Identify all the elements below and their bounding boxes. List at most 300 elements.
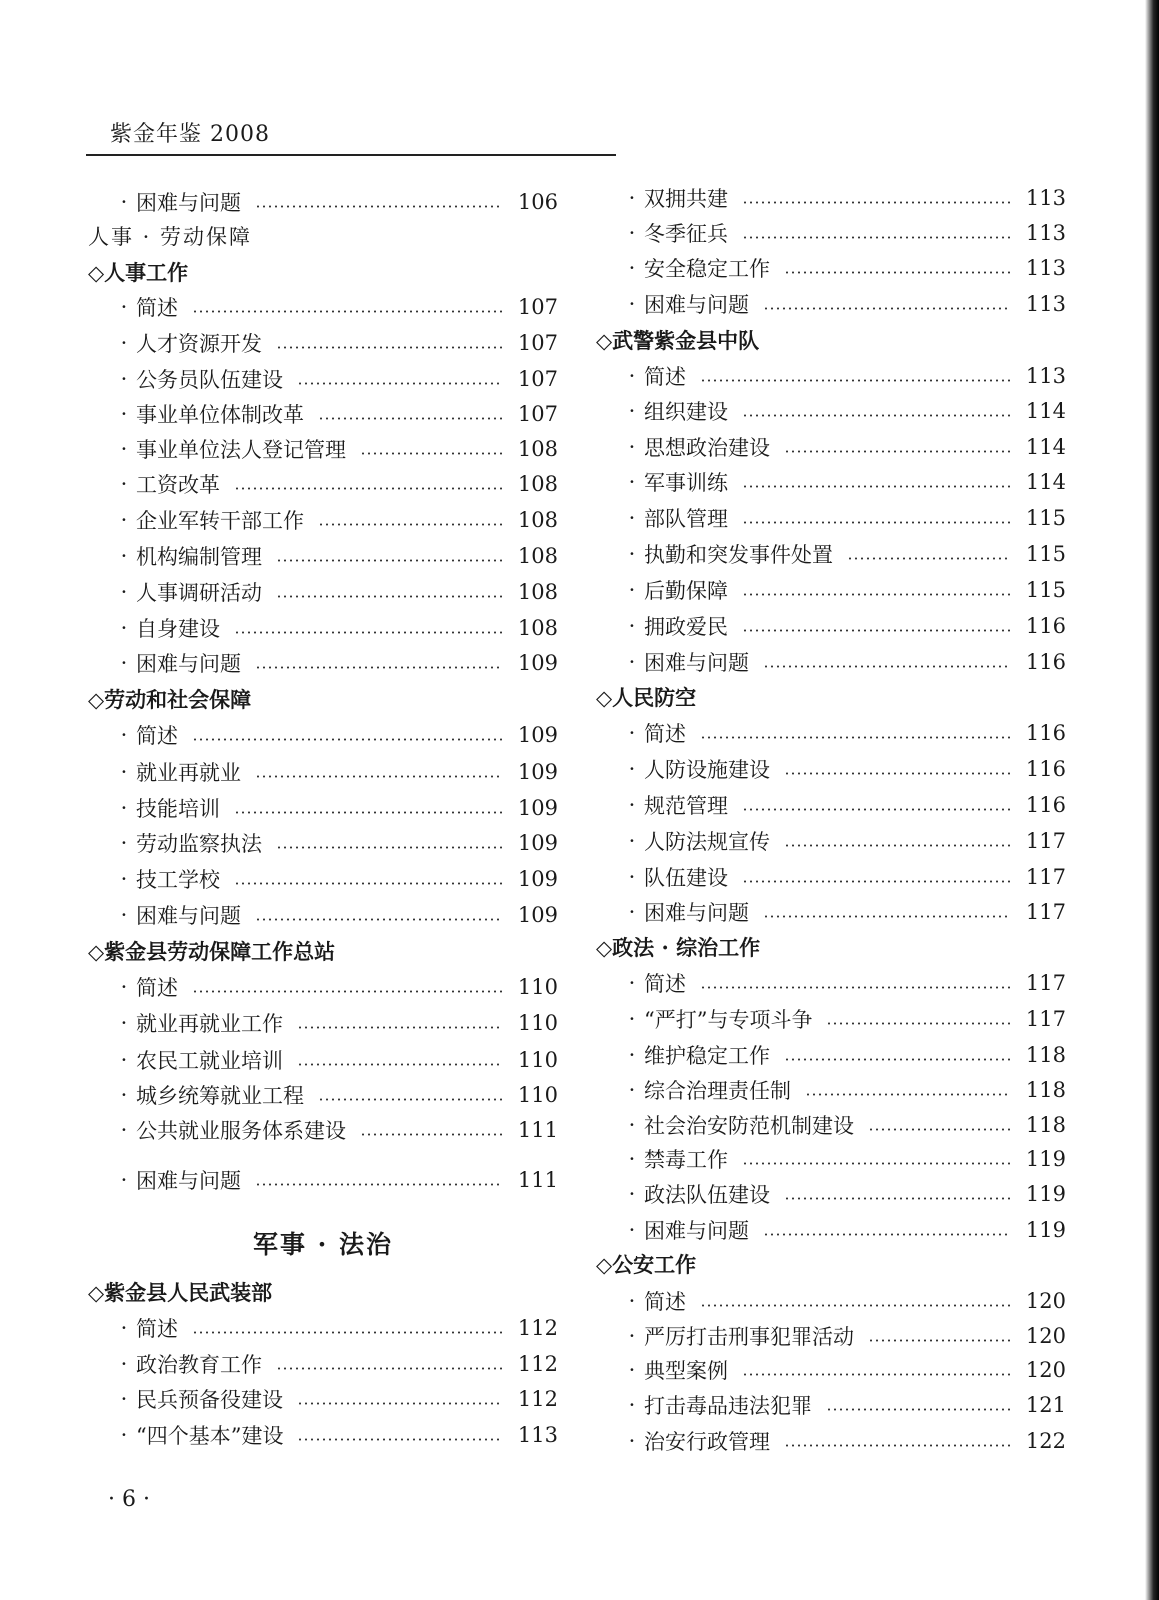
- entry-bullet: ·: [628, 1393, 636, 1417]
- dot-leader: [784, 271, 1010, 274]
- dot-leader: [763, 1233, 1010, 1236]
- entry-page-number: 108: [517, 437, 558, 461]
- entry-label: 困难与问题: [644, 651, 749, 675]
- entry-bullet: ·: [628, 1358, 636, 1382]
- entry-bullet: ·: [120, 796, 128, 820]
- entry-page-number: 120: [1025, 1358, 1066, 1382]
- entry-bullet: ·: [120, 651, 128, 675]
- section-heading: [88, 934, 558, 968]
- entry-bullet: ·: [120, 760, 128, 784]
- dot-leader: [742, 1373, 1010, 1376]
- header-title: 紫金年鉴 2008: [110, 122, 270, 147]
- entry-page-number: 117: [1025, 1007, 1066, 1031]
- section-heading: [596, 930, 1066, 964]
- dot-leader: [826, 1408, 1010, 1411]
- page-number: · 6 ·: [108, 1487, 150, 1512]
- entry-label: 农民工就业培训: [136, 1049, 283, 1073]
- entry-label: 城乡统筹就业工程: [136, 1084, 304, 1108]
- dot-leader: [192, 738, 502, 741]
- entry-label: 困难与问题: [644, 293, 749, 317]
- entry-bullet: ·: [628, 399, 636, 423]
- entry-bullet: ·: [628, 506, 636, 530]
- section-heading: [596, 323, 1066, 357]
- part-title: [88, 1226, 558, 1260]
- entry-page-number: 109: [517, 903, 558, 927]
- entry-bullet: ·: [628, 865, 636, 889]
- toc-entry: [596, 895, 1066, 929]
- entry-page-number: 113: [1025, 292, 1066, 316]
- entry-page-number: 108: [517, 472, 558, 496]
- entry-page-number: 120: [1025, 1289, 1066, 1313]
- toc-entry: [88, 362, 558, 396]
- dot-leader: [784, 1058, 1010, 1061]
- entry-page-number: 107: [517, 402, 558, 426]
- entry-bullet: ·: [120, 975, 128, 999]
- entry-page-number: 109: [517, 651, 558, 675]
- heading-label: ◇人事工作: [88, 260, 189, 285]
- heading-label: ◇劳动和社会保障: [88, 687, 252, 712]
- entry-label: 人防设施建设: [644, 758, 770, 782]
- entry-bullet: ·: [628, 1218, 636, 1242]
- entry-label: 政治教育工作: [136, 1353, 262, 1377]
- entry-page-number: 114: [1025, 399, 1066, 423]
- entry-page-number: 115: [1025, 542, 1066, 566]
- dot-leader: [276, 1367, 502, 1370]
- toc-entry: [596, 501, 1066, 535]
- toc-entry: [88, 1347, 558, 1381]
- entry-label: 简述: [136, 724, 178, 748]
- entry-label: 就业再就业: [136, 761, 241, 785]
- toc-entry: [88, 503, 558, 537]
- entry-label: 综合治理责任制: [644, 1079, 791, 1103]
- entry-label: 人才资源开发: [136, 332, 262, 356]
- toc-entry: [88, 755, 558, 789]
- entry-page-number: 116: [1025, 793, 1066, 817]
- toc-entry: [88, 397, 558, 431]
- dot-leader: [826, 1022, 1010, 1025]
- dot-leader: [255, 1183, 502, 1186]
- entry-label: 冬季征兵: [644, 222, 728, 246]
- entry-page-number: 113: [1025, 364, 1066, 388]
- toc-entry: [88, 862, 558, 896]
- toc-entry: [88, 1311, 558, 1345]
- entry-page-number: 108: [517, 616, 558, 640]
- toc-entry: [88, 539, 558, 573]
- section-heading: [88, 255, 558, 289]
- dot-leader: [255, 775, 502, 778]
- entry-label: 禁毒工作: [644, 1148, 728, 1172]
- dot-leader: [784, 772, 1010, 775]
- entry-bullet: ·: [628, 292, 636, 316]
- toc-entry: [596, 1038, 1066, 1072]
- toc-entry: [596, 394, 1066, 428]
- dot-leader: [784, 844, 1010, 847]
- dot-leader: [276, 346, 502, 349]
- dot-leader: [192, 310, 502, 313]
- entry-label: “严打”与专项斗争: [644, 1008, 813, 1032]
- entry-page-number: 118: [1025, 1043, 1066, 1067]
- dot-leader: [276, 559, 502, 562]
- dot-leader: [742, 521, 1010, 524]
- entry-page-number: 114: [1025, 435, 1066, 459]
- entry-bullet: ·: [120, 1083, 128, 1107]
- entry-page-number: 108: [517, 580, 558, 604]
- entry-bullet: ·: [628, 757, 636, 781]
- toc-entry: [596, 1002, 1066, 1036]
- entry-page-number: 111: [517, 1168, 558, 1192]
- toc-entry: [596, 573, 1066, 607]
- entry-label: 事业单位体制改革: [136, 403, 304, 427]
- entry-bullet: ·: [120, 723, 128, 747]
- entry-bullet: ·: [628, 1078, 636, 1102]
- entry-bullet: ·: [628, 721, 636, 745]
- dot-leader: [868, 1339, 1010, 1342]
- header-rule: [86, 154, 616, 156]
- toc-entry: [88, 467, 558, 501]
- entry-page-number: 116: [1025, 614, 1066, 638]
- entry-label: 严厉打击刑事犯罪活动: [644, 1325, 854, 1349]
- entry-bullet: ·: [628, 971, 636, 995]
- entry-label: 人防法规宣传: [644, 830, 770, 854]
- entry-label: 简述: [644, 972, 686, 996]
- entry-label: 困难与问题: [644, 901, 749, 925]
- dot-leader: [297, 382, 502, 385]
- dot-leader: [700, 1304, 1010, 1307]
- entry-bullet: ·: [628, 256, 636, 280]
- entry-bullet: ·: [120, 903, 128, 927]
- toc-entry: [596, 609, 1066, 643]
- dot-leader: [742, 880, 1010, 883]
- entry-bullet: ·: [628, 578, 636, 602]
- entry-page-number: 112: [517, 1387, 558, 1411]
- entry-page-number: 113: [1025, 186, 1066, 210]
- toc-entry: [596, 1424, 1066, 1458]
- entry-page-number: 119: [1025, 1182, 1066, 1206]
- entry-page-number: 109: [517, 760, 558, 784]
- entry-page-number: 113: [1025, 221, 1066, 245]
- toc-entry: [596, 1213, 1066, 1247]
- dot-leader: [742, 593, 1010, 596]
- dot-leader: [868, 1128, 1010, 1131]
- dot-leader: [742, 485, 1010, 488]
- entry-label: 队伍建设: [644, 866, 728, 890]
- entry-bullet: ·: [628, 186, 636, 210]
- entry-bullet: ·: [120, 402, 128, 426]
- section-heading: [596, 680, 1066, 714]
- entry-page-number: 106: [517, 190, 558, 214]
- entry-label: 双拥共建: [644, 187, 728, 211]
- entry-label: 简述: [136, 1317, 178, 1341]
- entry-bullet: ·: [628, 1113, 636, 1137]
- entry-label: 就业再就业工作: [136, 1012, 283, 1036]
- toc-entry: [596, 716, 1066, 750]
- toc-entry: [88, 611, 558, 645]
- entry-label: 事业单位法人登记管理: [136, 438, 346, 462]
- entry-page-number: 108: [517, 508, 558, 532]
- entry-page-number: 112: [517, 1352, 558, 1376]
- entry-page-number: 122: [1025, 1429, 1066, 1453]
- dot-leader: [234, 811, 502, 814]
- toc-entry: [596, 216, 1066, 250]
- entry-label: 困难与问题: [136, 904, 241, 928]
- dot-leader: [360, 1133, 502, 1136]
- toc-entry: [596, 1388, 1066, 1422]
- toc-entry: [88, 718, 558, 752]
- entry-label: 后勤保障: [644, 579, 728, 603]
- dot-leader: [255, 666, 502, 669]
- toc-entry: [88, 1418, 558, 1452]
- entry-label: 困难与问题: [136, 652, 241, 676]
- entry-page-number: 114: [1025, 470, 1066, 494]
- toc-entry: [88, 432, 558, 466]
- dot-leader: [318, 523, 502, 526]
- dot-leader: [297, 1438, 502, 1441]
- dot-leader: [297, 1402, 502, 1405]
- entry-page-number: 113: [517, 1423, 558, 1447]
- entry-bullet: ·: [120, 1387, 128, 1411]
- entry-label: 简述: [136, 296, 178, 320]
- entry-page-number: 109: [517, 723, 558, 747]
- heading-label: 军事 · 法治: [252, 1230, 394, 1259]
- entry-bullet: ·: [120, 544, 128, 568]
- heading-label: ◇武警紫金县中队: [596, 328, 760, 353]
- entry-page-number: 116: [1025, 721, 1066, 745]
- entry-page-number: 118: [1025, 1078, 1066, 1102]
- entry-label: 治安行政管理: [644, 1430, 770, 1454]
- entry-page-number: 109: [517, 796, 558, 820]
- dot-leader: [847, 557, 1010, 560]
- entry-bullet: ·: [120, 1423, 128, 1447]
- entry-bullet: ·: [120, 295, 128, 319]
- entry-label: 困难与问题: [136, 191, 241, 215]
- heading-label: ◇紫金县人民武装部: [88, 1280, 273, 1305]
- entry-page-number: 107: [517, 331, 558, 355]
- dot-leader: [763, 665, 1010, 668]
- dot-leader: [742, 414, 1010, 417]
- dot-leader: [742, 629, 1010, 632]
- entry-page-number: 112: [517, 1316, 558, 1340]
- entry-label: 社会治安防范机制建设: [644, 1114, 854, 1138]
- entry-bullet: ·: [628, 614, 636, 638]
- entry-bullet: ·: [628, 650, 636, 674]
- entry-page-number: 119: [1025, 1147, 1066, 1171]
- entry-bullet: ·: [120, 190, 128, 214]
- toc-entry: [596, 359, 1066, 393]
- toc-entry: [596, 752, 1066, 786]
- entry-label: “四个基本”建设: [136, 1424, 284, 1448]
- section-heading: [88, 682, 558, 716]
- entry-page-number: 109: [517, 831, 558, 855]
- entry-label: 简述: [644, 722, 686, 746]
- entry-page-number: 113: [1025, 256, 1066, 280]
- entry-label: 机构编制管理: [136, 545, 262, 569]
- entry-bullet: ·: [120, 831, 128, 855]
- entry-label: 技工学校: [136, 868, 220, 892]
- entry-bullet: ·: [120, 1316, 128, 1340]
- entry-bullet: ·: [120, 1011, 128, 1035]
- toc-entry: [596, 966, 1066, 1000]
- entry-label: 公务员队伍建设: [136, 368, 283, 392]
- toc-entry: [88, 1043, 558, 1077]
- entry-label: 军事训练: [644, 471, 728, 495]
- entry-label: 人事调研活动: [136, 581, 262, 605]
- dot-leader: [297, 1026, 502, 1029]
- entry-label: 自身建设: [136, 617, 220, 641]
- dot-leader: [234, 631, 502, 634]
- dot-leader: [234, 882, 502, 885]
- entry-label: 简述: [644, 1290, 686, 1314]
- dot-leader: [276, 846, 502, 849]
- entry-page-number: 117: [1025, 900, 1066, 924]
- entry-page-number: 118: [1025, 1113, 1066, 1137]
- dot-leader: [763, 307, 1010, 310]
- entry-bullet: ·: [628, 1324, 636, 1348]
- entry-bullet: ·: [628, 1429, 636, 1453]
- entry-page-number: 110: [517, 1083, 558, 1107]
- entry-label: 企业军转干部工作: [136, 509, 304, 533]
- dot-leader: [297, 1063, 502, 1066]
- toc-entry: [596, 537, 1066, 571]
- toc-entry: [88, 826, 558, 860]
- dot-leader: [360, 452, 502, 455]
- toc-entry: [88, 326, 558, 360]
- dot-leader: [318, 417, 502, 420]
- toc-entry: [88, 970, 558, 1004]
- toc-entry: [88, 575, 558, 609]
- toc-entry: [88, 1113, 558, 1147]
- entry-label: 拥政爱民: [644, 615, 728, 639]
- entry-bullet: ·: [628, 435, 636, 459]
- dot-leader: [784, 450, 1010, 453]
- entry-page-number: 121: [1025, 1393, 1066, 1417]
- entry-page-number: 108: [517, 544, 558, 568]
- dot-leader: [234, 487, 502, 490]
- entry-page-number: 117: [1025, 971, 1066, 995]
- dot-leader: [255, 205, 502, 208]
- toc-entry: [88, 1078, 558, 1112]
- heading-label: ◇人民防空: [596, 685, 697, 710]
- entry-bullet: ·: [120, 1168, 128, 1192]
- entry-page-number: 109: [517, 867, 558, 891]
- entry-bullet: ·: [628, 221, 636, 245]
- entry-bullet: ·: [120, 367, 128, 391]
- entry-bullet: ·: [628, 470, 636, 494]
- dot-leader: [805, 1093, 1010, 1096]
- entry-label: 思想政治建设: [644, 436, 770, 460]
- entry-page-number: 110: [517, 975, 558, 999]
- entry-page-number: 116: [1025, 650, 1066, 674]
- entry-label: 工资改革: [136, 473, 220, 497]
- dot-leader: [255, 918, 502, 921]
- entry-bullet: ·: [120, 508, 128, 532]
- dot-leader: [700, 736, 1010, 739]
- entry-label: 简述: [644, 365, 686, 389]
- entry-bullet: ·: [628, 793, 636, 817]
- entry-page-number: 117: [1025, 829, 1066, 853]
- entry-bullet: ·: [628, 364, 636, 388]
- dot-leader: [700, 379, 1010, 382]
- entry-bullet: ·: [628, 900, 636, 924]
- toc-entry: [596, 251, 1066, 285]
- dot-leader: [742, 236, 1010, 239]
- entry-label: 安全稳定工作: [644, 257, 770, 281]
- dot-leader: [763, 915, 1010, 918]
- entry-label: 典型案例: [644, 1359, 728, 1383]
- entry-page-number: 116: [1025, 757, 1066, 781]
- entry-bullet: ·: [120, 1048, 128, 1072]
- toc-entry: [596, 430, 1066, 464]
- entry-page-number: 117: [1025, 865, 1066, 889]
- entry-bullet: ·: [120, 331, 128, 355]
- toc-entry: [88, 1006, 558, 1040]
- toc-entry: [596, 860, 1066, 894]
- group-heading: [88, 219, 558, 253]
- entry-bullet: ·: [628, 1147, 636, 1171]
- toc-entry: [596, 465, 1066, 499]
- entry-label: 打击毒品违法犯罪: [644, 1394, 812, 1418]
- entry-label: 公共就业服务体系建设: [136, 1119, 346, 1143]
- entry-label: 劳动监察执法: [136, 832, 262, 856]
- dot-leader: [742, 201, 1010, 204]
- toc-entry: [88, 1382, 558, 1416]
- entry-page-number: 111: [517, 1118, 558, 1142]
- entry-label: 简述: [136, 976, 178, 1000]
- heading-label: 人事 · 劳动保障: [88, 225, 253, 249]
- toc-entry: [88, 898, 558, 932]
- toc-entry: [596, 287, 1066, 321]
- entry-page-number: 120: [1025, 1324, 1066, 1348]
- entry-label: 困难与问题: [136, 1169, 241, 1193]
- dot-leader: [742, 1162, 1010, 1165]
- entry-label: 政法队伍建设: [644, 1183, 770, 1207]
- toc-entry: [596, 788, 1066, 822]
- entry-page-number: 107: [517, 295, 558, 319]
- toc-entry: [596, 645, 1066, 679]
- entry-label: 规范管理: [644, 794, 728, 818]
- entry-bullet: ·: [120, 1352, 128, 1376]
- toc-entry: [88, 791, 558, 825]
- section-heading: [596, 1247, 1066, 1281]
- entry-label: 民兵预备役建设: [136, 1388, 283, 1412]
- scan-edge: [1145, 0, 1159, 1600]
- entry-page-number: 115: [1025, 506, 1066, 530]
- toc-entry: [88, 1163, 558, 1197]
- entry-label: 执勤和突发事件处置: [644, 543, 833, 567]
- entry-label: 部队管理: [644, 507, 728, 531]
- toc-entry: [596, 1284, 1066, 1318]
- toc-entry: [88, 290, 558, 324]
- entry-bullet: ·: [120, 1118, 128, 1142]
- entry-bullet: ·: [628, 1182, 636, 1206]
- entry-page-number: 115: [1025, 578, 1066, 602]
- entry-bullet: ·: [628, 1289, 636, 1313]
- toc-entry: [596, 1108, 1066, 1142]
- entry-page-number: 110: [517, 1048, 558, 1072]
- entry-bullet: ·: [120, 472, 128, 496]
- toc-entry: [596, 1353, 1066, 1387]
- dot-leader: [742, 808, 1010, 811]
- entry-bullet: ·: [120, 580, 128, 604]
- entry-page-number: 110: [517, 1011, 558, 1035]
- entry-label: 组织建设: [644, 400, 728, 424]
- heading-label: ◇政法 · 综治工作: [596, 935, 761, 960]
- dot-leader: [276, 595, 502, 598]
- heading-label: ◇紫金县劳动保障工作总站: [88, 939, 336, 964]
- toc-entry: [596, 1142, 1066, 1176]
- entry-label: 技能培训: [136, 797, 220, 821]
- toc-entry: [88, 185, 558, 219]
- dot-leader: [784, 1197, 1010, 1200]
